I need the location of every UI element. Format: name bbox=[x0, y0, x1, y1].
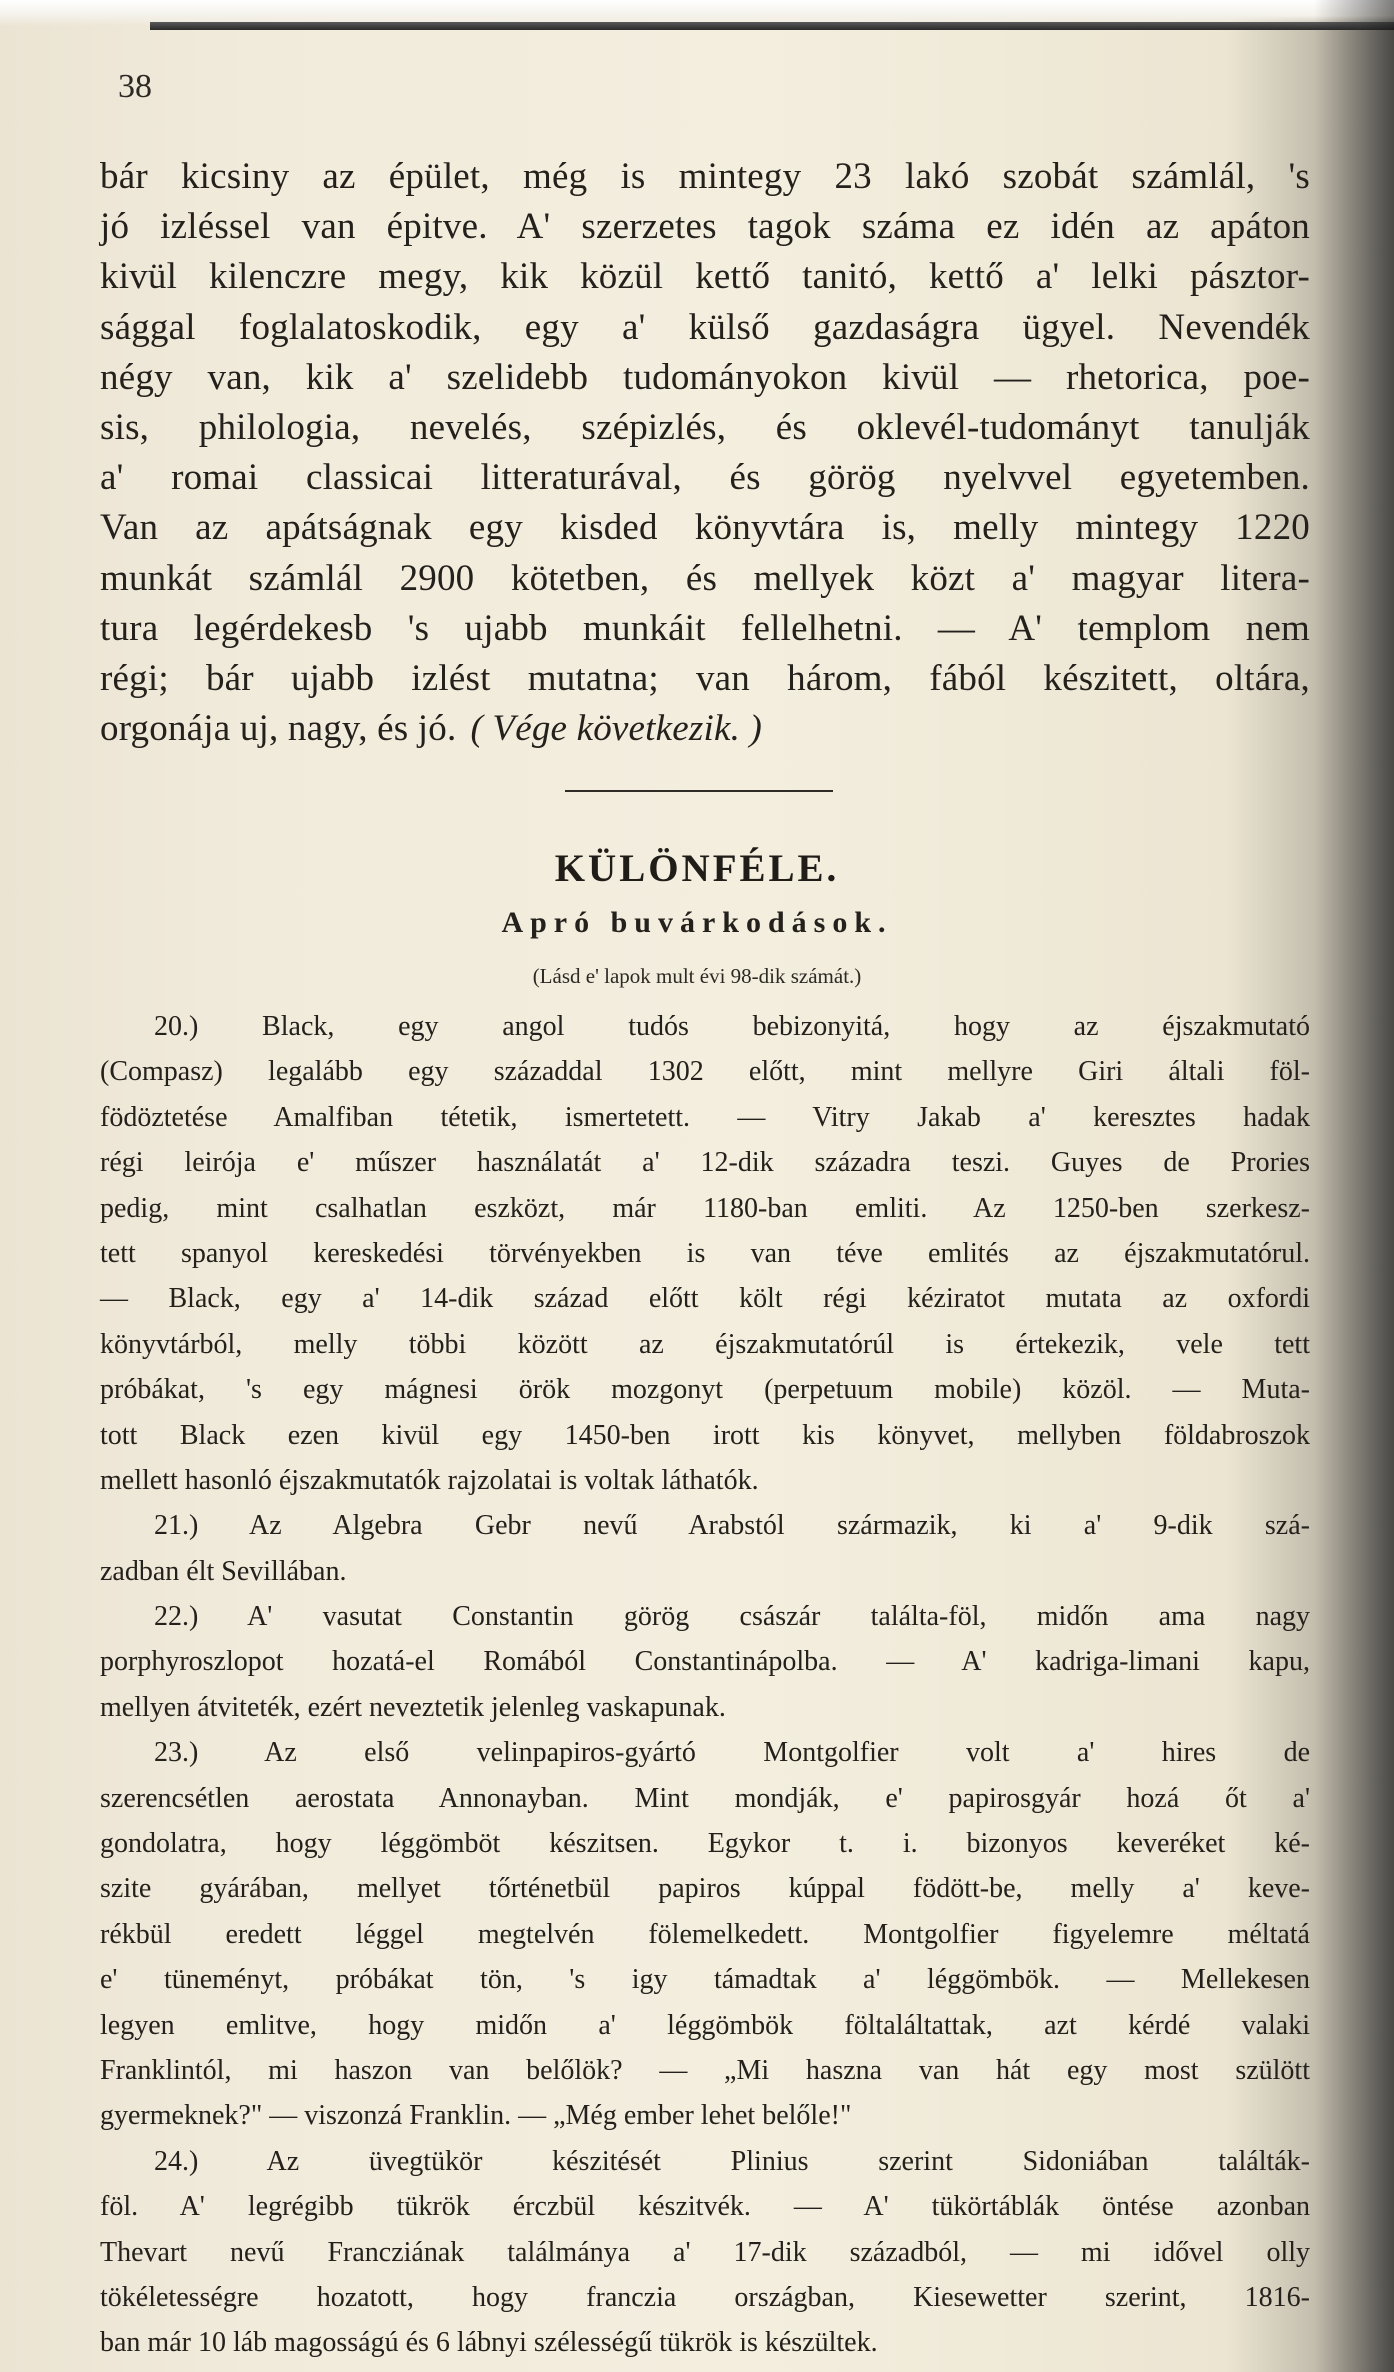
text-line: sággal foglalatoskodik, egy a' külső gazdaságra ügyel. Nevendék bbox=[100, 306, 1310, 348]
text-line: Franklintól, mi haszon van belőlök? — „Mi haszna van hát egy most szülött bbox=[100, 2054, 1310, 2086]
text-line: pedig, mint csalhatlan eszközt, már 1180-ban emliti. Az 1250-ben szerkesz- bbox=[100, 1192, 1310, 1224]
text-line: jó izléssel van épitve. A' szerzetes tagok száma ez idén az apáton bbox=[100, 206, 1310, 248]
text-line: szite gyárában, mellyet tőrténetbül papiros kúppal födött-be, melly a' keve- bbox=[100, 1873, 1310, 1905]
continued-note: ( Vége következik. ) bbox=[470, 708, 763, 750]
text-line: mellyen átviteték, ezért neveztetik jelenleg vaskapunak. bbox=[100, 1691, 726, 1723]
text-line: régi leirója e' műszer használatát a' 12-dik századra teszi. Guyes de Prories bbox=[100, 1147, 1310, 1179]
text-line: tott Black ezen kivül egy 1450-ben irott kis könyvet, mellyben földabroszok bbox=[100, 1419, 1310, 1451]
text-line: tett spanyol kereskedési törvényekben is van téve emlités az éjszakmutatórul. bbox=[100, 1237, 1310, 1269]
item-24-line: 24.) Az üvegtükör készitését Plinius szerint Sidoniában találták- bbox=[154, 2145, 1310, 2177]
text-line: — Black, egy a' 14-dik század előtt költ régi kéziratot mutata az oxfordi bbox=[100, 1283, 1310, 1315]
text-line: tökéletességre hozatott, hogy franczia országban, Kiesewetter szerint, 1816- bbox=[100, 2281, 1310, 2313]
item-22-line: 22.) A' vasutat Constantin görög császár találta-föl, midőn ama nagy bbox=[154, 1601, 1310, 1633]
continued-paragraph bbox=[100, 152, 1310, 754]
text-line: e' tüneményt, próbákat tön, 's igy támadtak a' léggömbök. — Mellekesen bbox=[100, 1964, 1310, 1996]
section-reference: (Lásd e' lapok mult évi 98-dik számát.) bbox=[532, 964, 862, 988]
text-line: Thevart nevű Francziának találmánya a' 17-dik századból, — mi idővel olly bbox=[100, 2236, 1310, 2268]
text-line: Van az apátságnak egy kisded könyvtára is, melly mintegy 1220 bbox=[100, 507, 1310, 549]
text-line: (Compasz) legalább egy századdal 1302 előtt, mint mellyre Giri általi föl- bbox=[100, 1056, 1310, 1088]
text-line: bár kicsiny az épület, még is mintegy 23 lakó szobát számlál, 's bbox=[100, 156, 1310, 197]
text-line: rékbül eredett léggel megtelvén fölemelkedett. Montgolfier figyelemre méltatá bbox=[100, 1918, 1310, 1950]
text-line: négy van, kik a' szelidebb tudományokon kivül — rhetorica, poe- bbox=[100, 356, 1310, 398]
text-line: gyermeknek?" — viszonzá Franklin. — „Még ember lehet belőle!" bbox=[100, 2100, 852, 2132]
section-divider bbox=[565, 790, 833, 792]
page-number: 38 bbox=[118, 68, 152, 105]
text-line: könyvtárból, melly többi között az éjszakmutatórúl is értekezik, vele tett bbox=[100, 1328, 1310, 1360]
item-21-line: 21.) Az Algebra Gebr nevű Arabstól származik, ki a' 9-dik szá- bbox=[154, 1510, 1310, 1542]
text-line: mellett hasonló éjszakmutatók rajzolatai is voltak láthatók. bbox=[100, 1464, 759, 1496]
text-line: zadban élt Sevillában. bbox=[100, 1555, 347, 1587]
text-line: tura legérdekesb 's ujabb munkáit fellelhetni. — A' templom nem bbox=[100, 607, 1310, 649]
binding-shadow-right bbox=[1314, 0, 1394, 2372]
text-line: porphyroszlopot hozatá-el Romából Constantinápolba. — A' kadriga-limani kapu, bbox=[100, 1646, 1310, 1678]
text-line-content: orgonája uj, nagy, és jó. bbox=[100, 708, 457, 750]
text-line: sis, philologia, nevelés, szépizlés, és oklevél-tudományt tanulják bbox=[100, 406, 1310, 448]
text-line: munkát számlál 2900 kötetben, és mellyek közt a' magyar litera- bbox=[100, 557, 1310, 599]
section-subtitle: Apró buvárkodások. bbox=[501, 906, 893, 939]
text-line-final bbox=[100, 704, 1310, 754]
text-line: gondolatra, hogy léggömböt készitsen. Egykor t. i. bizonyos keveréket ké- bbox=[100, 1828, 1310, 1860]
section-body bbox=[100, 1004, 1310, 2366]
text-line: szerencsétlen aerostata Annonayban. Mint mondják, e' papirosgyár hozá őt a' bbox=[100, 1782, 1310, 1814]
item-23-line: 23.) Az első velinpapiros-gyártó Montgolfier volt a' hires de bbox=[154, 1737, 1310, 1769]
text-line: föl. A' legrégibb tükrök érczbül készitvék. — A' tükörtáblák öntése azonban bbox=[100, 2191, 1310, 2223]
item-20-line: 20.) Black, egy angol tudós bebizonyitá, hogy az éjszakmutató bbox=[154, 1011, 1310, 1042]
text-line: próbákat, 's egy mágnesi örök mozgonyt (perpetuum mobile) közöl. — Muta- bbox=[100, 1374, 1310, 1406]
text-line: ban már 10 láb magosságú és 6 lábnyi szélességű tükrök is készültek. bbox=[100, 2327, 878, 2359]
text-line: födöztetése Amalfiban tétetik, ismertetett. — Vitry Jakab a' keresztes hadak bbox=[100, 1101, 1310, 1133]
section-title: KÜLÖNFÉLE. bbox=[554, 847, 840, 890]
binding-shadow-top bbox=[150, 22, 1394, 30]
text-line: kivül kilenczre megy, kik közül kettő tanitó, kettő a' lelki pásztor- bbox=[100, 256, 1310, 298]
text-line: legyen emlitve, hogy midőn a' léggömbök föltaláltattak, azt kérdé valaki bbox=[100, 2009, 1310, 2041]
text-line: a' romai classicai litteraturával, és görög nyelvvel egyetemben. bbox=[100, 457, 1310, 499]
text-line: régi; bár ujabb izlést mutatna; van három, fából készitett, oltára, bbox=[100, 657, 1310, 699]
